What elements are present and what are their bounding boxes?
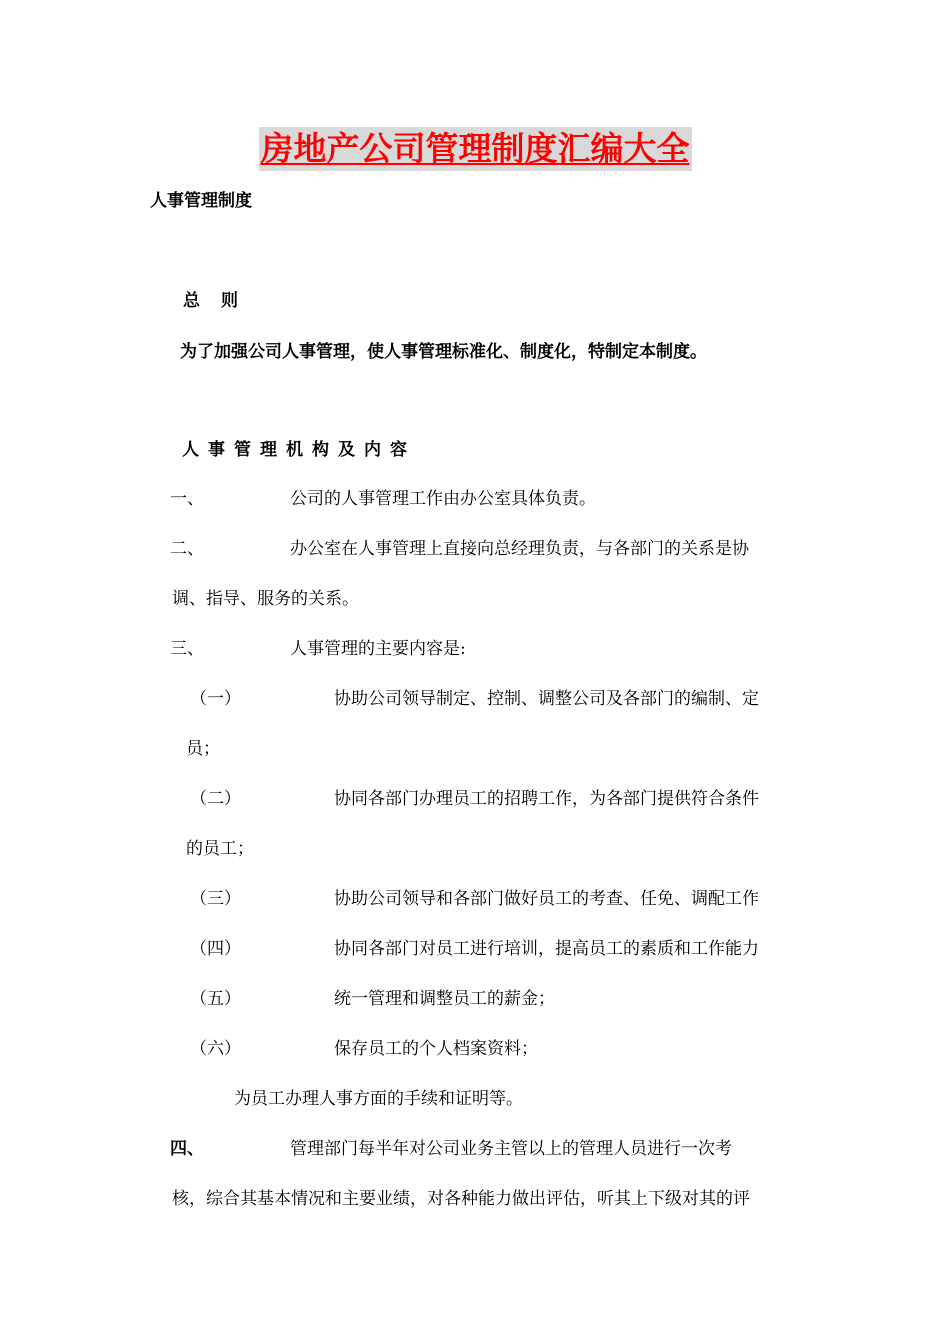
item-text-continued: 核，综合其基本情况和主要业绩，对各种能力做出评估，听其上下级对其的评 [172,1189,750,1209]
item-text: 办公室在人事管理上直接向总经理负责，与各部门的关系是协 [290,539,749,559]
subitem-number: （六） [190,1039,241,1059]
subitem-text: 保存员工的个人档案资料； [334,1039,538,1059]
item-number: 三、 [170,639,204,659]
subitem-text: 协助公司领导制定、控制、调整公司及各部门的编制、定 [334,689,759,709]
subitem-text: 统一管理和调整员工的薪金； [334,989,555,1009]
item-text: 管理部门每半年对公司业务主管以上的管理人员进行一次考 [290,1139,732,1159]
extra-line: 为员工办理人事方面的手续和证明等。 [234,1089,523,1109]
subitem-number: （三） [190,889,241,909]
section-heading: 人事管理制度 [150,191,252,211]
item-text: 公司的人事管理工作由办公室具体负责。 [290,489,596,509]
subitem-number: （二） [190,789,241,809]
item-text-continued: 调、指导、服务的关系。 [172,589,359,609]
subitem-text: 协同各部门对员工进行培训，提高员工的素质和工作能力 [334,939,759,959]
subitem-text-continued: 员； [186,739,220,759]
subitem-number: （一） [190,689,241,709]
subitem-text: 协同各部门办理员工的招聘工作，为各部门提供符合条件 [334,789,759,809]
item-number: 四、 [170,1139,204,1159]
item-number: 一、 [170,489,204,509]
item-number: 二、 [170,539,204,559]
document-title: 房地产公司管理制度汇编大全 [259,127,692,171]
title-container [0,127,950,171]
org-heading: 人事管理机构及内容 [182,440,416,460]
subitem-text: 协助公司领导和各部门做好员工的考查、任免、调配工作 [334,889,759,909]
subitem-text-continued: 的员工； [186,839,254,859]
subitem-number: （五） [190,989,241,1009]
item-text: 人事管理的主要内容是: [290,639,466,659]
general-heading: 总 则 [183,291,240,311]
general-text: 为了加强公司人事管理，使人事管理标准化、制度化，特制定本制度。 [180,342,707,362]
subitem-number: （四） [190,939,241,959]
